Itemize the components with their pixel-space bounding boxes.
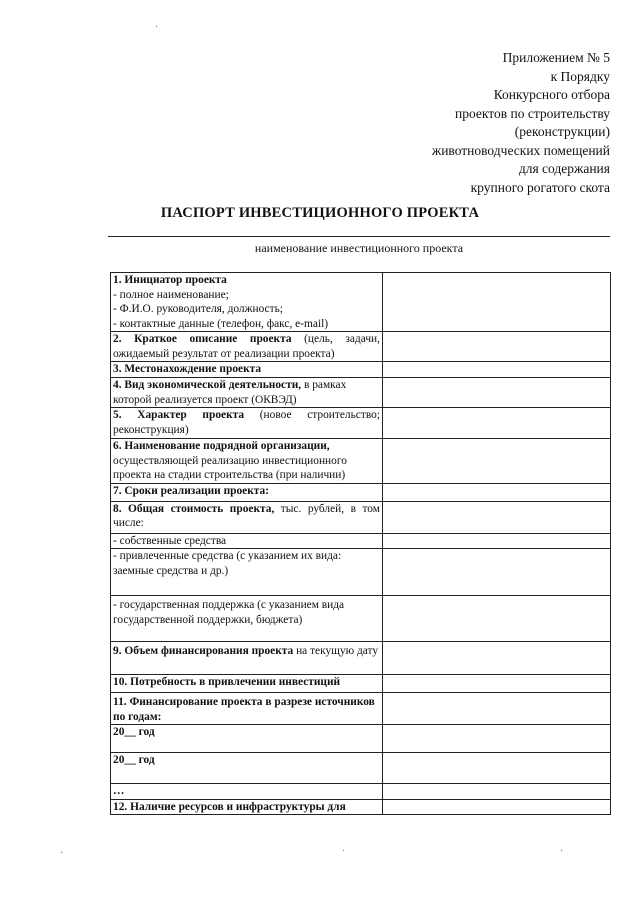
- row-heading: 2. Краткое описание проекта: [113, 333, 292, 345]
- row-item: - полное наименование;: [113, 288, 229, 301]
- value-cell[interactable]: [383, 549, 611, 596]
- appendix-note: [310, 49, 610, 197]
- value-cell[interactable]: [383, 799, 611, 815]
- row-heading: 12. Наличие ресурсов и инфраструктуры для: [113, 800, 346, 813]
- value-cell[interactable]: [383, 362, 611, 378]
- row-label: [111, 533, 383, 549]
- row-label: [111, 725, 383, 753]
- ellipsis: …: [113, 785, 125, 797]
- table-row: [111, 753, 611, 784]
- table-row: [111, 378, 611, 408]
- row-heading: 6. Наименование подрядной организации,: [113, 440, 330, 452]
- appendix-line: Приложением № 5: [502, 50, 610, 65]
- table-row: [111, 439, 611, 484]
- row-item: - контактные данные (телефон, факс, e-mail): [113, 317, 329, 330]
- table-row: [111, 362, 611, 378]
- row-heading: 8. Общая стоимость проекта,: [113, 502, 275, 515]
- table-row: [111, 273, 611, 332]
- scan-mark: ·: [342, 846, 346, 857]
- row-label: [111, 273, 383, 332]
- row-text: осуществляющей реализацию инвестиционного проекта на стадии строительства (при наличии): [113, 454, 347, 481]
- row-label: [111, 332, 383, 362]
- value-cell[interactable]: [383, 784, 611, 800]
- value-cell[interactable]: [383, 378, 611, 408]
- value-cell[interactable]: [383, 439, 611, 484]
- table-row: [111, 596, 611, 642]
- row-text: - собственные средства: [113, 534, 227, 547]
- row-label: [111, 362, 383, 378]
- scan-mark: ·: [155, 22, 159, 33]
- row-heading: 4. Вид экономической деятельности,: [113, 379, 302, 391]
- row-heading: 3. Местонахождение проекта: [113, 363, 262, 375]
- value-cell[interactable]: [383, 725, 611, 753]
- table-row: [111, 799, 611, 815]
- value-cell[interactable]: [383, 483, 611, 501]
- value-cell[interactable]: [383, 332, 611, 362]
- row-label: [111, 596, 383, 642]
- row-text: (новое строительство; реконструкция): [113, 409, 380, 436]
- project-name-caption: наименование инвестиционного проекта: [254, 241, 464, 255]
- row-label: [111, 483, 383, 501]
- project-name-underline: [108, 236, 610, 237]
- row-label: [111, 675, 383, 693]
- value-cell[interactable]: [383, 408, 611, 439]
- table-row: [111, 549, 611, 596]
- row-text: - привлеченные средства (с указанием их вида: заемные средства и др.): [113, 550, 342, 577]
- value-cell[interactable]: [383, 642, 611, 675]
- row-heading: 11. Финансирование проекта в разрезе источников по годам:: [113, 696, 375, 723]
- appendix-line: Конкурсного отбора: [493, 87, 610, 102]
- table-row: [111, 784, 611, 800]
- appendix-line: к Порядку: [550, 68, 610, 84]
- year-label: 20__ год: [113, 754, 155, 766]
- appendix-line: (реконструкции): [514, 124, 610, 139]
- row-text: тыс. рублей, в том числе:: [113, 502, 380, 529]
- row-label: [111, 693, 383, 725]
- table-row: [111, 725, 611, 753]
- row-heading: 1. Инициатор проекта: [113, 274, 227, 286]
- appendix-line: для содержания: [518, 161, 610, 176]
- row-label: [111, 753, 383, 784]
- row-label: [111, 784, 383, 800]
- table-row: [111, 675, 611, 693]
- value-cell[interactable]: [383, 753, 611, 784]
- table-row: [111, 693, 611, 725]
- row-label: [111, 408, 383, 439]
- row-text: в рамках которой реализуется проект (ОКВЭД): [113, 379, 347, 406]
- table-row: [111, 408, 611, 439]
- table-row: [111, 483, 611, 501]
- value-cell[interactable]: [383, 501, 611, 533]
- value-cell[interactable]: [383, 533, 611, 549]
- row-text: на текущую дату: [293, 645, 379, 657]
- row-label: [111, 549, 383, 596]
- value-cell[interactable]: [383, 596, 611, 642]
- scan-mark: ·: [60, 848, 64, 859]
- row-heading: 5. Характер проекта: [113, 409, 245, 421]
- year-label: 20__ год: [113, 726, 155, 738]
- row-heading: 7. Сроки реализации проекта:: [113, 484, 270, 497]
- table-row: [111, 533, 611, 549]
- row-label: [111, 642, 383, 675]
- table-row: [111, 332, 611, 362]
- appendix-line: крупного рогатого скота: [470, 179, 610, 195]
- row-heading: 9. Объем финансирования проекта: [113, 645, 294, 657]
- scan-mark: ·: [560, 846, 564, 857]
- row-text: (цель, задачи, ожидаемый результат от реализации проекта): [113, 333, 381, 360]
- row-item: - Ф.И.О. руководителя, должность;: [113, 303, 283, 315]
- row-label: [111, 501, 383, 533]
- value-cell[interactable]: [383, 693, 611, 725]
- value-cell[interactable]: [383, 675, 611, 693]
- document-title: ПАСПОРТ ИНВЕСТИЦИОННОГО ПРОЕКТА: [160, 205, 480, 221]
- appendix-line: животноводческих помещений: [431, 142, 610, 158]
- passport-table: [110, 272, 611, 815]
- row-label: [111, 799, 383, 815]
- table-row: [111, 642, 611, 675]
- row-text: - государственная поддержка (с указанием вида государственной поддержки, бюджета): [113, 599, 345, 626]
- row-label: [111, 378, 383, 408]
- value-cell[interactable]: [383, 273, 611, 332]
- row-label: [111, 439, 383, 484]
- row-heading: 10. Потребность в привлечении инвестиций: [113, 676, 341, 688]
- appendix-line: проектов по строительству: [455, 105, 610, 121]
- table-row: [111, 501, 611, 533]
